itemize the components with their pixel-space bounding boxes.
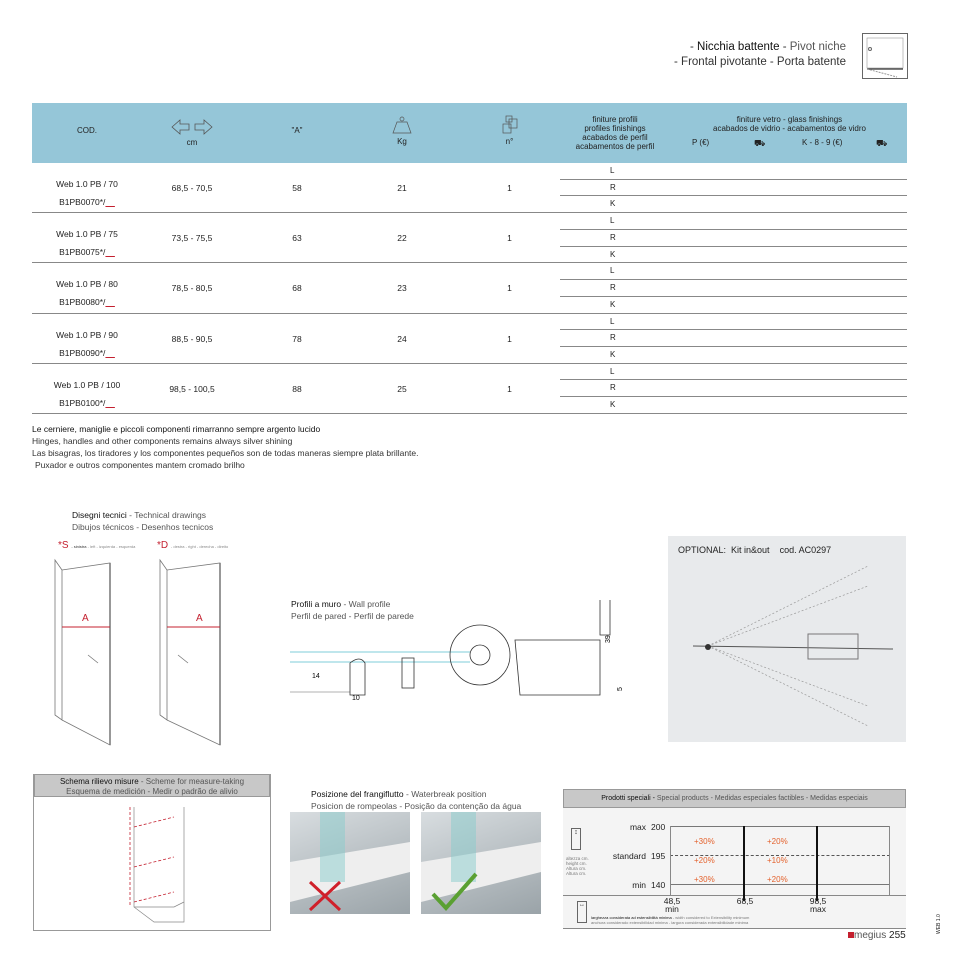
col-kg-label: Kg xyxy=(397,137,407,146)
a-label: A xyxy=(82,613,89,624)
title-it: Nicchia battente xyxy=(697,41,780,53)
width-icon: ↔ xyxy=(577,901,587,923)
page-number: 255 xyxy=(889,930,906,941)
caption-line: height cm. xyxy=(566,861,587,866)
footer xyxy=(848,930,906,941)
cell-n: 1 xyxy=(507,233,512,244)
table-row xyxy=(32,364,907,414)
cell-a: 58 xyxy=(292,183,302,193)
drawings-title-it: Disegni tecnici xyxy=(72,510,127,520)
finish-K: K xyxy=(610,199,616,209)
finish-K: K xyxy=(610,249,616,259)
package-icon xyxy=(501,115,519,135)
product-table xyxy=(32,103,907,414)
width-value: 48,5 xyxy=(663,896,681,906)
cell-cm: 88,5 - 90,5 xyxy=(171,333,213,344)
code-blank xyxy=(105,348,114,358)
height-caption xyxy=(566,856,589,876)
code-text: B1PB0100*/ xyxy=(59,397,106,408)
cell-a: 78 xyxy=(292,333,302,344)
finish-L: L xyxy=(560,314,907,331)
product-name: Web 1.0 PB / 70 xyxy=(56,179,118,189)
drawings-title: Disegni tecnici - Technical drawings Dibujos técnicos - Desenhos tecnicos xyxy=(72,510,214,532)
measure-title-it: Schema rilievo misure xyxy=(59,777,139,786)
finish-L: L xyxy=(560,213,907,230)
measure-title-en: Scheme for measure-taking xyxy=(145,777,245,786)
cell-a: 63 xyxy=(292,233,302,244)
percent-label: +30% xyxy=(694,875,715,884)
height-value: 140 xyxy=(651,880,666,890)
drawings-title-en: Technical drawings xyxy=(134,510,207,520)
optional-label: OPTIONAL: xyxy=(678,545,727,555)
percent-label: +20% xyxy=(694,856,715,865)
product-cod xyxy=(32,275,142,311)
cell-n: 1 xyxy=(507,283,512,294)
note: Le cerniere, maniglie e piccoli componenti rimarranno sempre argento lucido xyxy=(32,424,321,434)
product-name: Web 1.0 PB / 75 xyxy=(56,229,118,240)
finish-R: R xyxy=(560,280,907,297)
code-blank xyxy=(105,197,114,207)
col-cm-label: cm xyxy=(186,138,198,147)
col-n-label: n° xyxy=(505,137,514,146)
waterbreak-right-photo xyxy=(421,812,541,914)
note: Las bisagras, los tiradores y los componentes pequeños son de todas maneras siempre plata brillante. xyxy=(32,448,419,458)
truck-icon: ⛟ xyxy=(754,138,766,148)
a-label: A xyxy=(196,613,203,624)
d-text: - destra - right - derecha - direito xyxy=(170,544,229,549)
optional-code: cod. AC0297 xyxy=(779,545,832,555)
s-text: - sinistra xyxy=(71,544,87,549)
product-code xyxy=(32,344,142,362)
special-header xyxy=(563,789,906,808)
door-drawings xyxy=(50,555,240,750)
table-row xyxy=(32,163,907,213)
page-title: - Nicchia battente - Pivot niche - Frontal pivotante - Porta batente xyxy=(674,41,846,68)
right-legend xyxy=(157,540,228,551)
code-blank xyxy=(105,398,114,408)
finish-L: L xyxy=(560,163,907,180)
width-tick xyxy=(660,897,684,913)
col-glass xyxy=(672,115,907,133)
caption-line: Altura cm. xyxy=(566,871,587,876)
measure-panel xyxy=(33,774,271,931)
special-title-rest: Special products - Medidas especiales factibles - Medidas especiais xyxy=(656,795,868,802)
profile-title: Profili a muro - Wall profile Perfil de pared - Perfil de parede xyxy=(291,599,414,621)
col-kg xyxy=(352,115,452,146)
finish-K: K xyxy=(610,400,616,410)
col-profiles xyxy=(560,115,670,151)
code-blank xyxy=(105,247,114,257)
finish-L: L xyxy=(560,263,907,280)
code-text: B1PB0080*/ xyxy=(59,297,106,308)
dim-label: 5 xyxy=(617,687,624,691)
profiles-label: acabados de perfil xyxy=(582,133,648,142)
waterbreak-title-it: Posizione del frangiflutto xyxy=(311,789,404,799)
cell-n: 1 xyxy=(507,333,512,344)
table-row xyxy=(32,213,907,263)
glass-label: acabados de vidrio - acabamentos de vidro xyxy=(713,124,866,133)
table-header xyxy=(32,103,907,163)
caption-b: larghezza considerata ad estensibilità minima xyxy=(591,915,672,920)
waterbreak-title: Posizione del frangiflutto - Waterbreak position Posicion de rompeolas - Posição da contenção da água xyxy=(311,789,522,811)
code-blank xyxy=(105,297,114,307)
finish-R: R xyxy=(560,330,907,347)
note: Puxador e outros componentes mantem cromado brilho xyxy=(35,460,245,470)
optional-kit: Kit in&out xyxy=(731,545,770,555)
cell-cm: 98,5 - 100,5 xyxy=(169,383,215,394)
cell-n: 1 xyxy=(507,183,512,193)
width-value: 98,5 xyxy=(809,896,827,906)
percent-label: +10% xyxy=(767,856,788,865)
measure-drawing xyxy=(34,797,270,929)
finish-R: R xyxy=(560,180,907,197)
width-tick xyxy=(806,897,830,913)
title-en: Pivot niche xyxy=(789,41,846,53)
waterbreak-wrong-photo xyxy=(290,812,410,914)
measure-header: Schema rilievo misure - Scheme for measure-taking Esquema de medición - Medir o padrão de alivio xyxy=(34,774,270,797)
code-text: B1PB0090*/ xyxy=(59,347,106,358)
height-icon: ↕ xyxy=(571,828,581,850)
caption-line: altezza cm. xyxy=(566,856,589,861)
dim-label: 10 xyxy=(352,695,360,702)
profiles-label: profiles finishings xyxy=(584,124,646,133)
product-name: Web 1.0 PB / 80 xyxy=(56,279,118,290)
product-code xyxy=(32,193,142,211)
height-value: 200 xyxy=(651,822,666,832)
dim-label: 14 xyxy=(312,673,320,680)
wall-profile-drawing xyxy=(290,595,630,710)
dim-label: 39 xyxy=(605,635,612,643)
cell-n: 1 xyxy=(507,383,512,394)
profile-line2: Perfil de pared - Perfil de parede xyxy=(291,611,414,621)
product-name: Web 1.0 PB / 90 xyxy=(56,329,118,340)
cell-a: 68 xyxy=(292,283,302,294)
optional-kit-panel xyxy=(668,536,906,742)
height-label: min xyxy=(632,880,646,890)
col-p: P (€) xyxy=(692,138,710,147)
finish-notes xyxy=(32,423,419,471)
col-cm xyxy=(142,118,242,147)
col-n xyxy=(457,115,562,146)
finish-K: K xyxy=(610,299,616,309)
height-value: 195 xyxy=(651,851,666,861)
side-label: WEB 1.0 xyxy=(936,914,942,934)
width-caption xyxy=(591,915,749,925)
percent-label: +20% xyxy=(767,875,788,884)
brand-name: megius xyxy=(854,930,887,941)
measure-line2: Esquema de medición - Medir o padrão de alivio xyxy=(66,787,238,796)
finish-R: R xyxy=(560,380,907,397)
percent-label: +30% xyxy=(694,837,715,846)
left-legend xyxy=(58,540,135,551)
caption-rest: - width considered to Extensibility minimum xyxy=(671,915,750,920)
caption-line2: anchura considerado extensibilidad minima - largura considerada extensibilidade minima xyxy=(591,920,749,925)
width-sub: min xyxy=(665,904,679,914)
finish-R: R xyxy=(560,230,907,247)
finish-K: K xyxy=(610,349,616,359)
product-cod xyxy=(32,225,142,261)
truck-icon: ⛟ xyxy=(876,138,888,148)
product-cod xyxy=(32,376,142,412)
col-a: "A" xyxy=(291,126,303,135)
width-arrows-icon xyxy=(170,118,214,136)
height-label: max xyxy=(629,822,646,832)
caption-line: Altura cm. xyxy=(566,866,587,871)
profiles-label: acabamentos de perfil xyxy=(575,142,655,151)
product-cod xyxy=(32,326,142,362)
glass-label: finiture vetro - glass finishings xyxy=(736,115,843,124)
product-code xyxy=(32,394,142,412)
finish-L: L xyxy=(560,364,907,381)
product-cod xyxy=(32,175,142,211)
cell-cm: 73,5 - 75,5 xyxy=(171,233,213,244)
cell-kg: 25 xyxy=(397,383,407,394)
special-title-it: Prodotti speciali - xyxy=(601,795,655,802)
weight-icon xyxy=(391,115,413,135)
code-text: B1PB0075*/ xyxy=(59,247,106,258)
table-row xyxy=(32,263,907,313)
product-name: Web 1.0 PB / 100 xyxy=(53,379,121,390)
product-code xyxy=(32,293,142,311)
special-products-panel xyxy=(563,789,906,929)
cell-kg: 24 xyxy=(397,333,407,344)
drawings-line2: Dibujos técnicos - Desenhos tecnicos xyxy=(72,522,214,532)
col-cod: COD. xyxy=(77,126,97,135)
waterbreak-line2: Posicion de rompeolas - Posição da contenção da água xyxy=(311,801,522,811)
title-line2: - Frontal pivotante - Porta batente xyxy=(674,56,846,68)
cell-cm: 78,5 - 80,5 xyxy=(171,283,213,294)
waterbreak-title-en: Waterbreak position xyxy=(411,789,487,799)
cell-kg: 23 xyxy=(397,283,407,294)
width-sub: max xyxy=(809,904,827,914)
s-mark: *S xyxy=(58,540,69,551)
col-k: K - 8 - 9 (€) xyxy=(802,138,843,147)
cell-a: 88 xyxy=(292,383,302,394)
cell-kg: 21 xyxy=(397,183,407,193)
height-label: standard xyxy=(612,851,646,861)
table-row xyxy=(32,314,907,364)
width-tick xyxy=(733,897,757,905)
width-value: 68,5 xyxy=(736,896,754,906)
note: Hinges, handles and other components remains always silver shining xyxy=(32,436,293,446)
profile-title-it: Profili a muro xyxy=(291,599,342,609)
d-mark: *D xyxy=(157,540,169,551)
code-text: B1PB0070*/ xyxy=(59,197,106,207)
product-code xyxy=(32,243,142,261)
s-text-rest: - left - izquierda - esquerda xyxy=(86,544,136,549)
cell-cm: 68,5 - 70,5 xyxy=(171,183,213,193)
profiles-label: finiture profili xyxy=(592,115,638,124)
cell-kg: 22 xyxy=(397,233,407,244)
profile-title-en: Wall profile xyxy=(348,599,391,609)
kit-drawing xyxy=(668,536,906,742)
percent-label: +20% xyxy=(767,837,788,846)
niche-thumbnail xyxy=(862,33,908,79)
